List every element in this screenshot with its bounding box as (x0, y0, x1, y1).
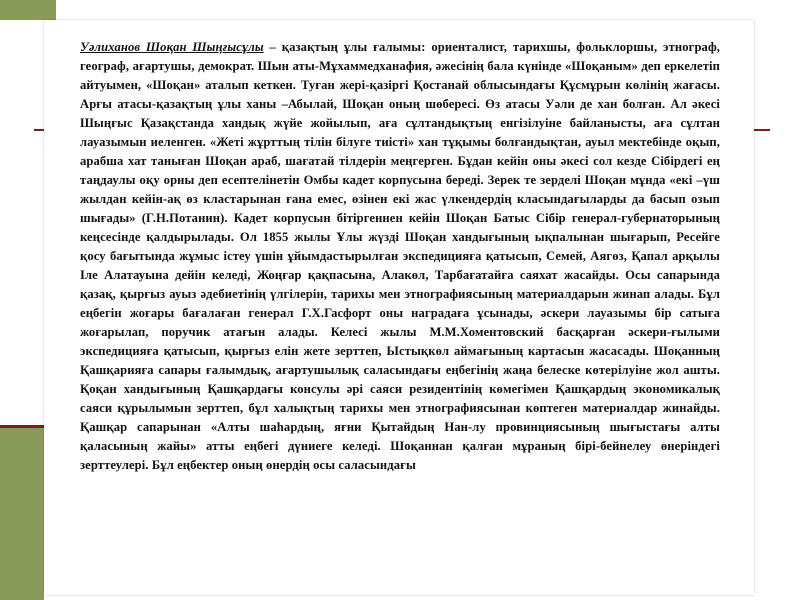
slide-rule-mid (0, 425, 44, 428)
document-lead-name: Уәлиханов Шоқан Шыңғысұлы (80, 40, 264, 54)
slide-accent-bar-top (0, 0, 56, 20)
slide-accent-bar-bottom (0, 425, 44, 600)
document-paragraph (80, 38, 720, 563)
document-body-text: – қазақтың ұлы ғалымы: ориенталист, тарихшы, фольклоршы, этнограф, географ, ағартушы, демократ. Шын аты-Мұхаммедханафия, әжесінің бала күнінде «Шоқаным» деп еркелетіп айтуымен, «Шоқан» аталып кеткен. Туған жері-қазіргі Қостанай облысындағы Құсмұрын көлінің жағасы. Арғы атасы-қазақтың ұлы ханы –Абылай, Шоқан оның шөбересі. Өз атасы Уәли де хан болған. Ал әкесі Шыңғыс Қазақстанда хандық жүйе жойылып, аға сұлтандықтың енгізілуіне байланысты, аға сұлтан лауазымын иеленген. «Жеті жұрттың тілін білуге тиісті» хан тұқымы болғандықтан, ауыл мектебінде оқып, арабша хат таныған Шоқан араб, шағатай тілдерін меңгерген. Бұдан кейін оны әкесі сол кезде Сібірдегі ең таңдаулы оқу орны деп есептелінетін Омбы кадет корпусына береді. Зерек те зерделі Шоқан мұнда «екі –үш жылдан кейін-ақ өз кластарынан ғана емес, өзінен екі жас үлкендердің класындағыларды да басып озып шығады» (Г.Н.Потанин). Кадет корпусын бітіргеннен кейін Шоқан Батыс Сібір генерал-губернаторының кеңсесінде қалдырылады. Ол 1855 жылы Ұлы жүзді Шоқан хандығының ықпалынан шығарып, Ресейге қосу бағытында жұмыс істеу үшін ұйымдастырылған экспедицияға қатысып, Семей, Аягөз, Қапал арқылы Іле Алатауына дейін келеді, Жоңғар қақпасына, Алакөл, Тарбағатайға саяхат жасайды. Осы сапарында қазақ, қырғыз ауыз әдебиетінің үлгілерін, тарихы мен этнографиясының материалдарын жинап алады. Бұл еңбегін жоғары бағалаған генерал Г.Х.Гасфорт оны наградаға ұсынады, әскери лауазымы бір сатыға жоғарылап, поручик атағын алады. Келесі жылы М.М.Хоментовский басқарған әскери-ғылыми экспедицияға қатысып, қырғыз елін жете зерттеп, Ыстықкөл аймағының картасын жасасады. Шоқанның Қашқарияға сапары ғалымдық, ағартушылық саласындағы еңбегінің жаңа белеске көтерілуіне жол ашты. Қоқан хандығының Қашқардағы консулы әрі саяси резидентінің көмегімен Қашқардың экономикалық саяси құрылымын зерттеп, бұл халықтың тарихы мен этнографиясынан көптеген материалдар жинайды. Қашқар сапарынан «Алты шаһардың, яғни Қытайдың Нан-лу провинциясының шығыстағы алты қаласының жайы» атты еңбегі дүниеге келеді. Шоқаннан қалған мұраның бірі-бейнелеу өнеріндегі зерттеулері. Бұл еңбектер оның өнердің осы саласындағы (80, 40, 721, 472)
